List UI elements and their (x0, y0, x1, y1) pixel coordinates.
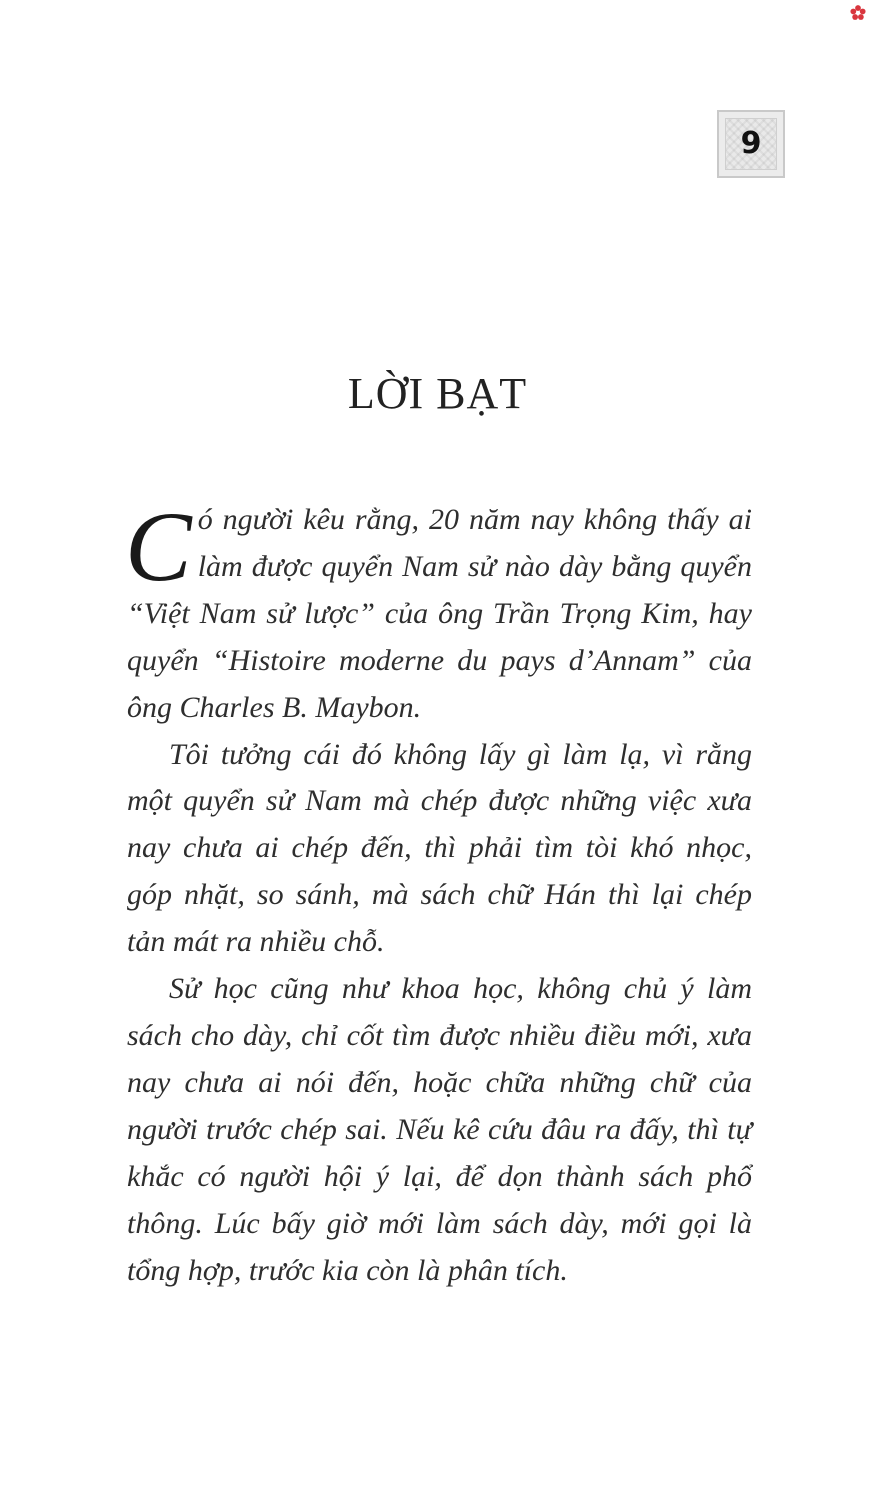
paragraph-1 (125, 491, 752, 732)
paragraph-3: Sử học cũng như khoa học, không chủ ý làm sách cho dày, chỉ cốt tìm được nhiều điều mới, xưa nay chưa ai nói đến, hoặc chữa những chữ của người trước chép sai. Nếu kê cứu đâu ra đấy, thì tự khắc có người hội ý lại, để dọn thành sách phổ thông. Lúc bấy giờ mới làm sách dày, mới gọi là tổng hợp, trước kia còn là phân tích. (127, 972, 752, 1287)
chapter-title: LỜI BẠT (347, 369, 528, 418)
page-number: 9 (740, 126, 762, 161)
page-number-badge (717, 110, 785, 178)
paragraph-2: Tôi tưởng cái đó không lấy gì làm lạ, vì rằng một quyển sử Nam mà chép được những việc xưa nay chưa ai chép đến, thì phải tìm tòi khó nhọc, góp nhặt, so sánh, mà sách chữ Hán thì lại chép tản mát ra nhiều chỗ. (127, 737, 752, 959)
drop-cap: C (125, 491, 192, 602)
flower-icon (849, 4, 867, 22)
paragraph-1-text: ó người kêu rằng, 20 năm nay không thấy ai làm được quyển Nam sử nào dày bằng quyển “Việt Nam sử lược” của ông Trần Trọng Kim, hay quyển “Histoire moderne du pays d’Annam” của ông Charles B. Maybon. (127, 503, 752, 724)
body-text (125, 491, 752, 1294)
